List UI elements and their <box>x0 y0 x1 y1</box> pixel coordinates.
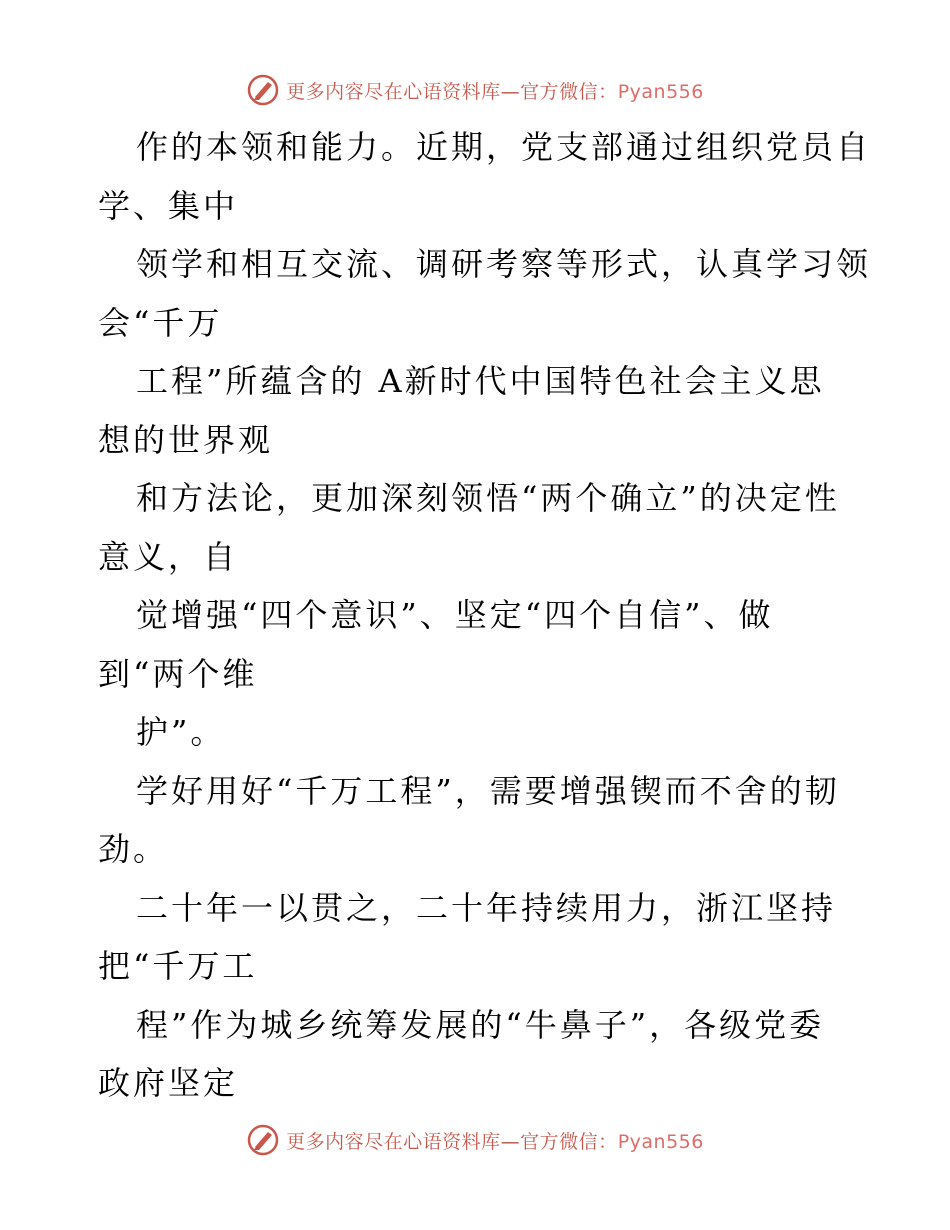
watermark-text <box>286 77 704 104</box>
text-line: 二十年一以贯之，二十年持续用力，浙江坚持 <box>136 888 837 927</box>
text-line: 劲。 <box>98 830 169 868</box>
watermark-footer <box>0 1120 950 1160</box>
brush-logo-icon <box>246 73 280 107</box>
text-line: 到“两个维 <box>98 654 258 693</box>
text-line: 意义，自 <box>98 537 239 576</box>
text-line: 会“千万 <box>98 303 223 342</box>
text-line: 想的世界观 <box>98 420 274 459</box>
watermark-contact-label: 官方微信： <box>520 1130 618 1153</box>
watermark-separator: — <box>500 80 521 103</box>
text-line: 政府坚定 <box>98 1064 239 1102</box>
text-line: 工程”所蕴含的 A新时代中国特色社会主义思 <box>136 362 825 400</box>
watermark-contact-label: 官方微信： <box>520 80 618 103</box>
watermark-text <box>286 1127 704 1154</box>
text-line: 学、集中 <box>98 186 239 225</box>
text-line: 学好用好“千万工程”，需要增强锲而不舍的韧 <box>136 771 840 810</box>
watermark-contact-id: Pyan556 <box>617 80 704 103</box>
text-line: 把“千万工 <box>98 947 258 985</box>
text-line: 程”作为城乡统筹发展的“牛鼻子”，各级党委 <box>136 1005 825 1044</box>
watermark-title: 更多内容尽在心语资料库 <box>286 80 501 103</box>
watermark-contact-id: Pyan556 <box>617 1130 704 1153</box>
document-body <box>98 118 872 1113</box>
text-line: 觉增强“四个意识”、坚定“四个自信”、做 <box>136 596 774 634</box>
watermark-separator: — <box>500 1130 521 1153</box>
watermark-title: 更多内容尽在心语资料库 <box>286 1130 501 1153</box>
watermark-header <box>0 70 950 110</box>
text-line: 和方法论，更加深刻领悟“两个确立”的决定性 <box>136 479 840 517</box>
text-line: 护”。 <box>136 713 226 751</box>
brush-logo-icon <box>246 1123 280 1157</box>
text-line: 作的本领和能力。近期，党支部通过组织党员自 <box>136 128 872 166</box>
text-line: 领学和相互交流、调研考察等形式，认真学习领 <box>136 245 872 283</box>
